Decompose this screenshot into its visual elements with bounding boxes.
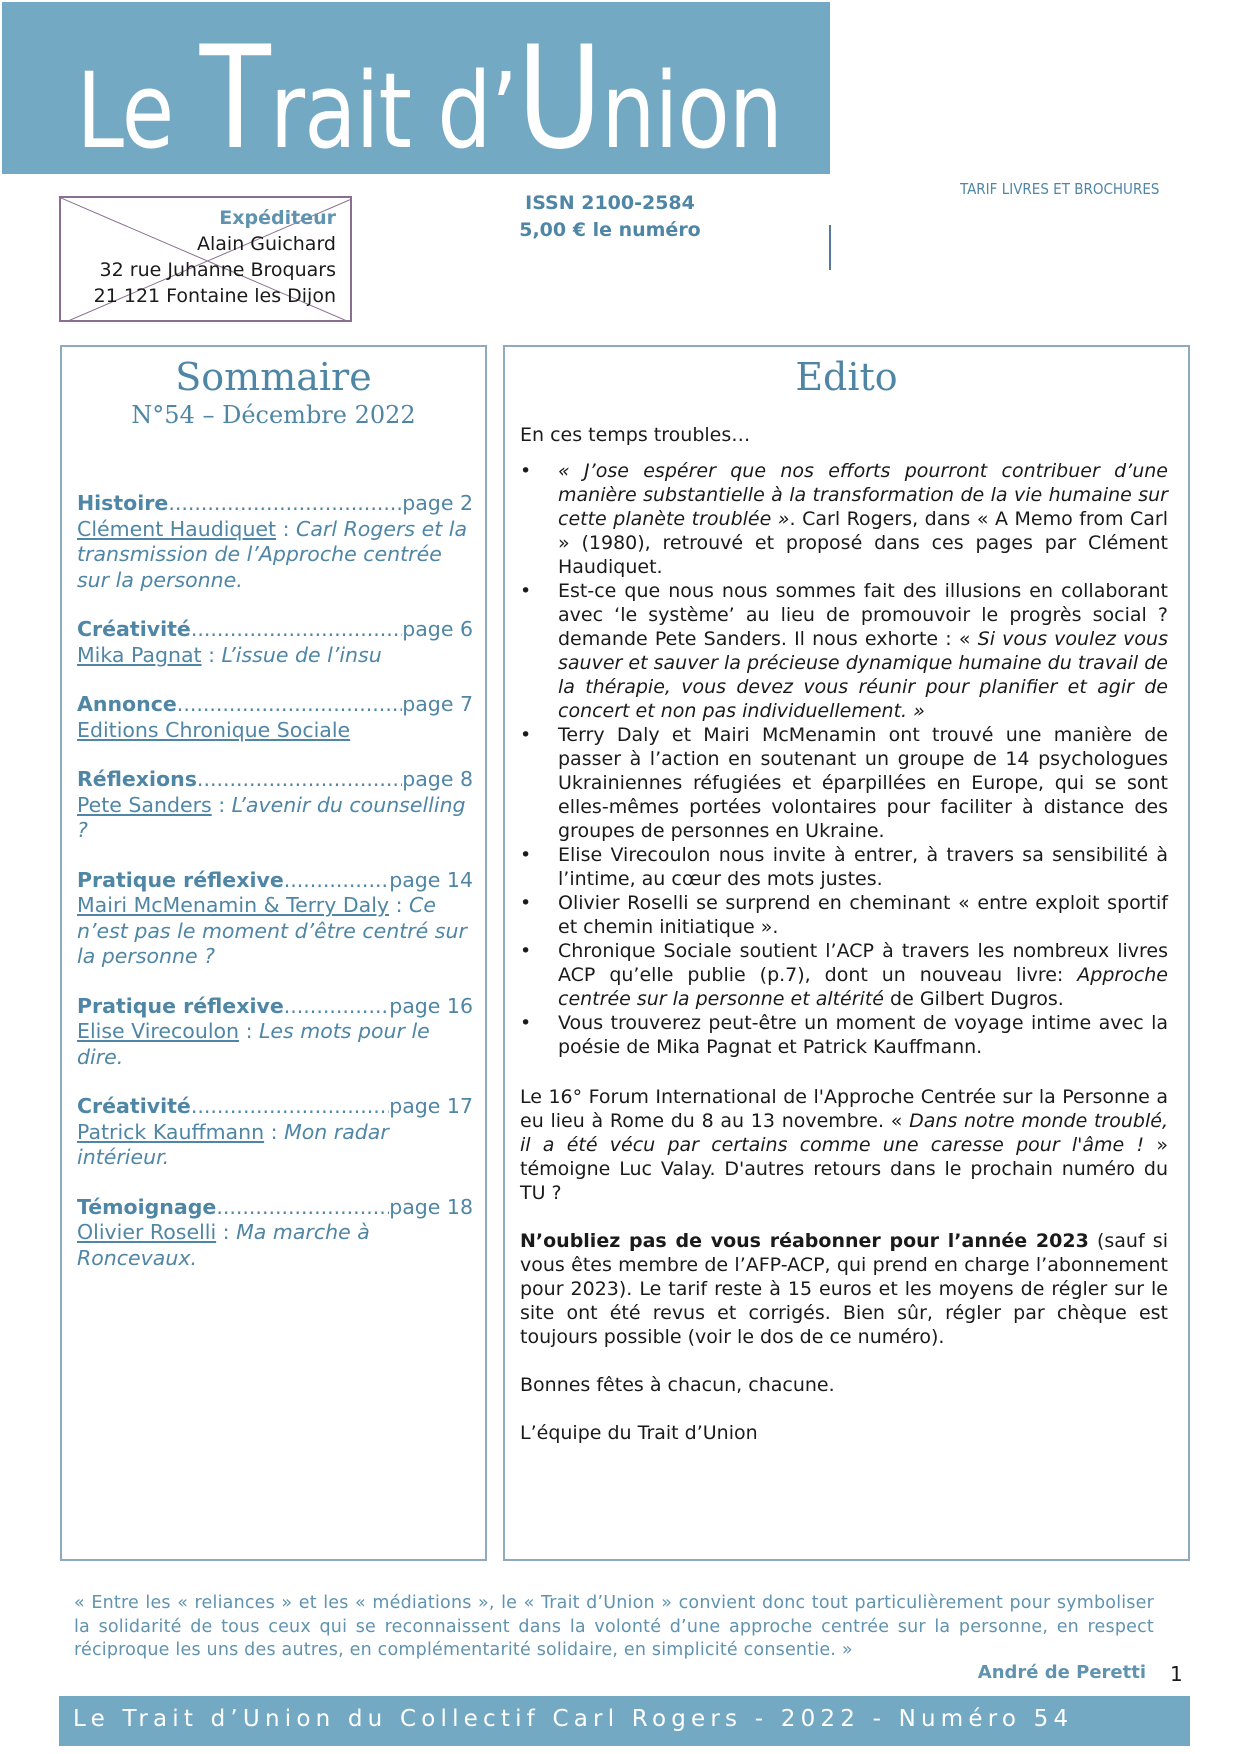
toc-entry	[77, 767, 473, 844]
toc-author-link[interactable]: Pete Sanders	[77, 792, 212, 817]
toc-page-ref: page 7	[402, 692, 473, 716]
toc-separator: :	[216, 1220, 237, 1244]
edito-box	[503, 345, 1190, 1561]
toc-category: Créativité	[77, 617, 191, 641]
toc-separator: :	[276, 516, 297, 541]
toc-separator: :	[264, 1119, 285, 1144]
toc-author-link[interactable]: Mika Pagnat	[77, 642, 202, 667]
toc-page-ref: page 14	[389, 867, 473, 892]
toc-entry-detail	[77, 1220, 473, 1271]
edito-bullet: • Olivier Roselli se surprend en cheminant « entre exploit sportif et chemin initiatique ».	[520, 891, 1168, 939]
toc-description: L’avenir du counselling ?	[77, 792, 466, 842]
sommaire-subtitle: N°54 – Décembre 2022	[131, 401, 416, 429]
toc-entry-heading	[77, 1094, 473, 1120]
edito-bullet: • Chronique Sociale soutient l’ACP à travers les nombreux livres ACP qu’elle publie (p.7), dont un nouveau livre: Approche centrée sur la personne et altérité de Gilbert Dugros.	[520, 939, 1168, 1011]
toc-entry-detail	[77, 893, 473, 970]
toc-description: L’issue de l’insu	[221, 642, 382, 667]
edito-bullet: • Vous trouverez peut-être un moment de voyage intime avec la poésie de Mika Pagnat et Patrick Kauffmann.	[520, 1011, 1168, 1059]
masthead-banner	[2, 2, 830, 181]
toc-leader-dots	[191, 617, 402, 643]
edito-intro: En ces temps troubles…	[520, 424, 751, 446]
toc-entry-heading	[77, 767, 473, 793]
toc-entry-detail	[77, 793, 473, 844]
toc-entry	[77, 491, 473, 593]
sender-name: Alain Guichard	[197, 233, 336, 255]
sender-city: 21 121 Fontaine les Dijon	[93, 285, 336, 307]
toc-entry	[77, 994, 473, 1071]
toc-author-link[interactable]: Editions Chronique Sociale	[77, 717, 351, 742]
toc-leader-dots	[168, 491, 402, 517]
toc-entry	[77, 1094, 473, 1171]
edito-greetings: Bonnes fêtes à chacun, chacune.	[520, 1374, 835, 1396]
toc-separator: :	[201, 642, 222, 667]
toc-page-ref: page 2	[402, 491, 473, 515]
edito-bullet: • « J’ose espérer que nos efforts pourront contribuer d’une manière substantielle à la transformation de la vie humaine sur cette planète troublée ». Carl Rogers, dans « A Memo from Carl » (1980), retrouvé et proposé dans ces pages par Clément Haudiquet.	[520, 459, 1168, 579]
sender-address-box	[59, 196, 352, 322]
toc-author-link[interactable]: Elise Virecoulon	[77, 1019, 240, 1043]
toc-category: Histoire	[77, 491, 169, 515]
edito-title: Edito	[795, 355, 898, 399]
edito-forum-paragraph: Le 16° Forum International de l'Approche Centrée sur la Personne a eu lieu à Rome du 8 au 13 novembre. « Dans notre monde troublé, il a été vécu par certains comme une caresse pour l'âme ! » témoigne Luc Valay. D'autres retours dans le prochain numéro du TU ?	[520, 1086, 1168, 1204]
toc-entry-heading	[77, 1195, 473, 1221]
toc-category: Témoignage	[77, 1194, 217, 1219]
toc-entry-detail	[77, 1120, 473, 1171]
toc-entry	[77, 617, 473, 668]
toc-separator: :	[239, 1019, 260, 1043]
edito-body	[520, 423, 1168, 1445]
toc-author-link[interactable]: Olivier Roselli	[77, 1220, 217, 1244]
toc-page-ref: page 17	[389, 1094, 473, 1118]
footer-band	[59, 1696, 1190, 1746]
toc-category: Créativité	[77, 1094, 191, 1118]
toc-entry-detail	[77, 718, 473, 744]
edito-bullet-list	[520, 459, 1168, 1059]
toc-leader-dots	[197, 767, 402, 793]
toc-entry	[77, 692, 473, 743]
sender-label: Expéditeur	[219, 207, 336, 229]
issn-number: ISSN 2100-2584	[525, 192, 695, 214]
toc-entry-heading	[77, 994, 473, 1020]
toc-leader-dots	[216, 1195, 389, 1221]
issn-block	[490, 190, 730, 244]
sommaire-title: Sommaire	[175, 355, 372, 399]
quote-author: André de Peretti	[977, 1662, 1146, 1683]
toc-separator: :	[211, 792, 232, 817]
toc-entry-heading	[77, 491, 473, 517]
toc-author-link[interactable]: Clément Haudiquet	[77, 516, 277, 541]
table-of-contents	[77, 491, 473, 1295]
issue-price: 5,00 € le numéro	[519, 219, 701, 241]
toc-description: Carl Rogers et la transmission de l’Approche centrée sur la personne.	[77, 516, 468, 592]
toc-page-ref: page 16	[389, 993, 473, 1018]
toc-category: Pratique réflexive	[77, 867, 284, 892]
sender-street: 32 rue Juhanne Broquars	[99, 259, 336, 281]
toc-page-ref: page 6	[402, 617, 473, 641]
toc-author-link[interactable]: Mairi McMenamin & Terry Daly	[77, 893, 390, 917]
sender-lines	[94, 205, 336, 309]
edito-bullet: • Est-ce que nous nous sommes fait des illusions en collaborant avec ‘le système’ au lieu de promouvoir le progrès social ? demande Pete Sanders. Il nous exhorte : « Si vous voulez vous sauver et sauver la précieuse dynamique humaine du travail de la thérapie, vous devez vous réunir pour planifier et agir de concert et non pas individuellement. »	[520, 579, 1168, 723]
toc-leader-dots	[284, 994, 389, 1020]
toc-entry-heading	[77, 617, 473, 643]
vertical-divider	[829, 225, 831, 270]
toc-separator: :	[389, 893, 409, 917]
toc-category: Réflexions	[77, 767, 197, 791]
closing-quote: « Entre les « reliances » et les « médiations », le « Trait d’Union » convient donc tout particulièrement pour symboliser la solidarité de tous ceux qui se reconnaissent dans la volonté d’une approche centrée sur la personne, en respect réciproque les uns des autres, en complémentarité solidaire, en simplicité consentie. »	[74, 1593, 1154, 1660]
toc-author-link[interactable]: Patrick Kauffmann	[77, 1119, 265, 1144]
sommaire-box	[60, 345, 487, 1561]
toc-entry-detail	[77, 1019, 473, 1070]
toc-entry	[77, 1195, 473, 1272]
toc-description: Ma marche à Roncevaux.	[77, 1220, 370, 1270]
toc-description: Mon radar intérieur.	[77, 1119, 389, 1169]
toc-page-ref: page 8	[402, 767, 473, 791]
page-number: 1	[1170, 1662, 1183, 1686]
toc-leader-dots	[284, 868, 389, 894]
edito-renew-paragraph: N’oubliez pas de vous réabonner pour l’année 2023 (sauf si vous êtes membre de l’AFP-ACP, qui prend en charge l’abonnement pour 2023). Le tarif reste à 15 euros et les moyens de régler sur le site ont été revus et corrigés. Bien sûr, régler par chèque est toujours possible (voir le dos de ce numéro).	[520, 1230, 1168, 1348]
toc-entry-detail	[77, 517, 473, 594]
toc-entry-detail	[77, 643, 473, 669]
edito-signature: L’équipe du Trait d’Union	[520, 1422, 758, 1444]
tarif-label: TARIF LIVRES ET BROCHURES	[960, 180, 1160, 198]
toc-entry	[77, 868, 473, 970]
toc-category: Pratique réflexive	[77, 993, 284, 1018]
toc-description: Les mots pour le dire.	[77, 1019, 430, 1069]
toc-page-ref: page 18	[389, 1194, 473, 1219]
toc-leader-dots	[177, 692, 402, 718]
toc-leader-dots	[191, 1094, 389, 1120]
masthead-title: Le Trait d’Union	[76, 16, 783, 181]
edito-bullet: • Terry Daly et Mairi McMenamin ont trouvé une manière de passer à l’action en soutenant un groupe de 14 psychologues Ukrainiennes réfugiées et éparpillées en Europe, qui se sont elles-mêmes portées volontaires pour faciliter à distance des groupes de personnes en Ukraine.	[520, 723, 1168, 843]
edito-bullet: • Elise Virecoulon nous invite à entrer, à travers sa sensibilité à l’intime, au cœur des mots justes.	[520, 843, 1168, 891]
toc-entry-heading	[77, 868, 473, 894]
footer-text: Le Trait d’Union du Collectif Carl Rogers - 2022 - Numéro 54	[73, 1706, 1074, 1732]
toc-description: Ce n’est pas le moment d’être centré sur la personne ?	[77, 893, 467, 968]
toc-category: Annonce	[77, 692, 177, 716]
toc-entry-heading	[77, 692, 473, 718]
